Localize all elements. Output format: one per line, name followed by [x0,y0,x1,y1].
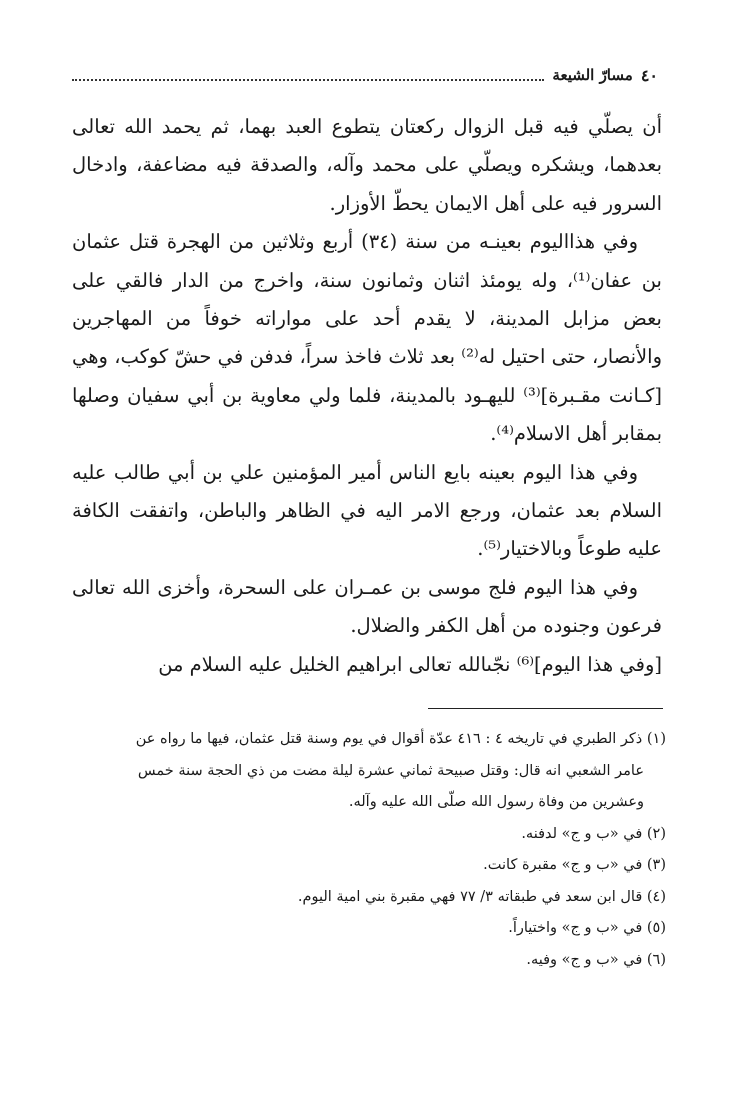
paragraph-5: [وفي هذا اليوم]⁽⁶⁾ نجّىالله تعالى ابراهيم الخليل عليه السلام من [158,652,662,676]
page-number: ٤٠ [640,65,658,85]
paragraph-1: أن يصلّي فيه قبل الزوال ركعتان يتطوع العبد بهما، ثم يحمد الله تعالى بعدهما، ويشكره ويصلّي على محمد وآله، والصدقة فيه مضاعفة، وادخال السرور فيه على أهل الايمان يحطّ الأوزار. [72,115,662,215]
header-dotted-leader [72,79,544,81]
footnote-1-continued: عامر الشعبي انه قال: وقتل صبيحة ثماني عشرة ليلة مضت من ذي الحجة سنة خمس [137,762,644,779]
running-title: مسارّ الشيعة [552,66,633,84]
footnote-separator [428,708,663,709]
page-header [72,60,658,90]
paragraph-3: وفي هذا اليوم بعينه بايع الناس أمير المؤمنين علي بن أبي طالب عليه السلام بعد عثمان، ورجع الامر اليه في الظاهر والباطن، واتفقت الكافة عليه طوعاً وبالاختيار⁽⁵⁾. [72,460,662,561]
footnote-6: (٦) في «ب و ج» وفيه. [526,951,666,968]
footnote-1: (١) ذكر الطبري في تاريخه ٤ : ٤١٦ عدّة أقوال في يوم وسنة قتل عثمان، فيها ما رواه عن [135,731,666,747]
paragraph-2: وفي هذااليوم بعينـه من سنة (٣٤) أربع وثلاثين من الهجرة قتل عثمان بن عفان⁽¹⁾، وله يومئذ اثنان وثمانون سنة، واخرج من الدار فالقي على بعض مزابل المدينة، لا يقدم أحد على مواراته خوفاً من المهاجرين والأنصار، حتى احتيل له⁽²⁾ بعد ثلاث فاخذ سراً، فدفن في حشّ كوكب، وهي [كـانت مقـبرة]⁽³⁾ لليهـود بالمدينة، فلما ولي معاوية بن أبي سفيان وصلها بمقابر أهل الاسلام⁽⁴⁾. [72,230,663,446]
footnote-2: (٢) في «ب و ج» لدفنه. [521,825,666,842]
main-text [72,108,662,684]
paragraph-4: وفي هذا اليوم فلج موسى بن عمـران على السحرة، وأخزى الله تعالى فرعون وجنوده من أهل الكفر والضلال. [72,575,662,638]
footnote-3: (٣) في «ب و ج» مقبرة كانت. [483,857,666,873]
footnote-5: (٥) في «ب و ج» واختياراً. [508,920,666,936]
footnote-4: (٤) قال ابن سعد في طبقاته ٣/ ٧٧ فهي مقبرة بني امية اليوم. [297,888,666,905]
footnote-1-continued-2: وعشرين من وفاة رسول الله صلّى الله عليه وآله. [348,794,644,810]
footnotes [78,724,666,976]
